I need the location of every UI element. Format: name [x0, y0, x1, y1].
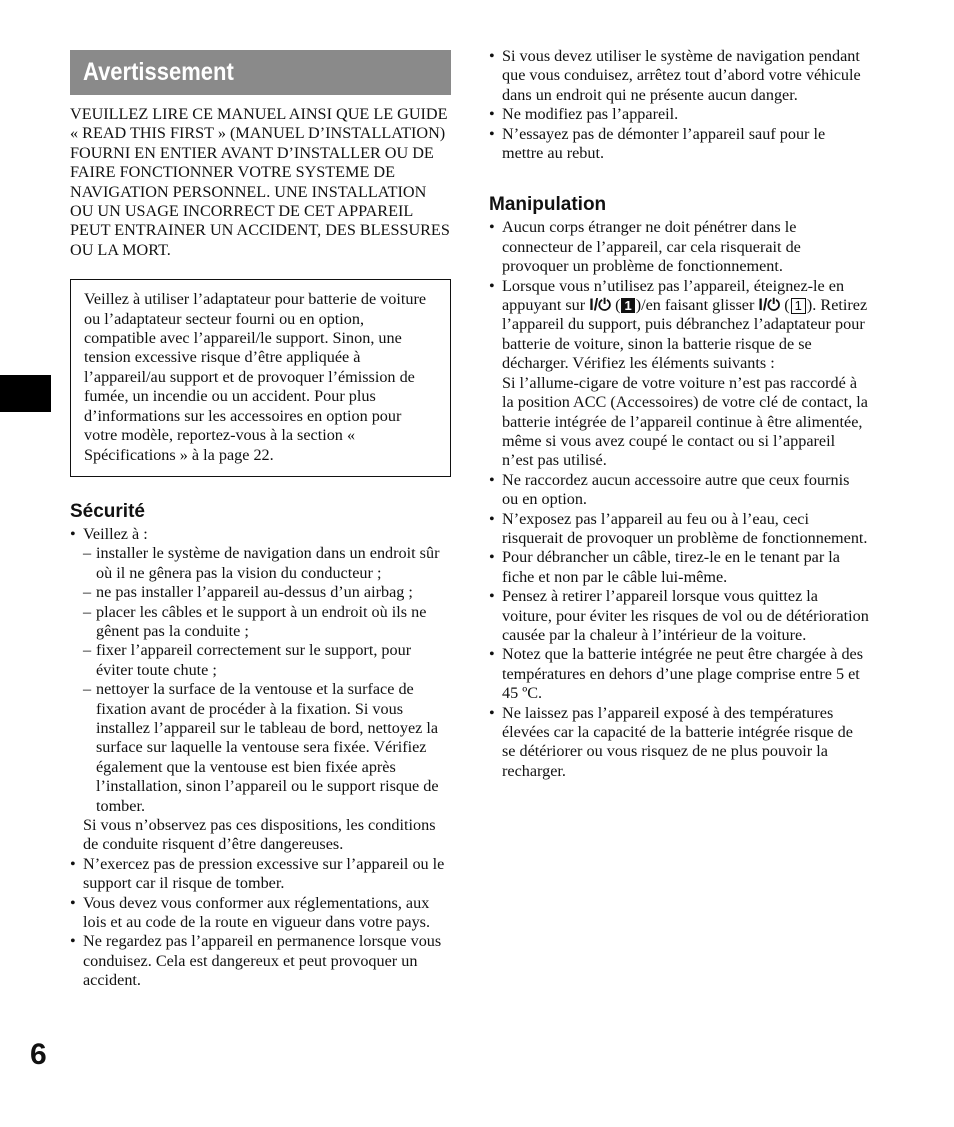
- manipulation-list: [489, 218, 869, 781]
- veillez-label: Veillez à :: [83, 524, 148, 543]
- list-item: • N’essayez pas de démonter l’appareil sauf pour le mettre au rebut.: [489, 125, 869, 164]
- callout-badge-filled: 1: [621, 298, 634, 313]
- list-item: • Ne laissez pas l’appareil exposé à des températures élevées car la capacité de la batterie intégrée risque de se détériorer ou vous risquez de ne plus pouvoir la recharger.: [489, 704, 869, 782]
- sub-item: – ne pas installer l’appareil au-dessus d’un airbag ;: [83, 583, 451, 602]
- list-item: • Pensez à retirer l’appareil lorsque vous quittez la voiture, pour éviter les risques de vol ou de détérioration causée par la chaleur à l’intérieur de la voiture.: [489, 587, 869, 645]
- continued-list: [489, 47, 869, 163]
- securite-heading: Sécurité: [70, 500, 145, 522]
- page-title: Avertissement: [83, 58, 234, 86]
- item-detail: Si l’allume-cigare de votre voiture n’est pas raccordé à la position ACC (Accessoires) de votre clé de contact, la batterie intégrée de l’appareil continue à être alimentée, même si vous avez coupé le contact ou si l’appareil n’est pas utilisé.: [502, 373, 868, 470]
- list-item: • Pour débrancher un câble, tirez-le en le tenant par la fiche et non par le câble lui-même.: [489, 548, 869, 587]
- right-column: [489, 47, 869, 781]
- sub-item: – nettoyer la surface de la ventouse et la surface de fixation avant de procéder à la fixation. Si vous installez l’appareil sur le tableau de bord, nettoyez la surface sur laquelle la ventouse sera fixée. Vérifiez également que la ventouse est bien fixée après l’installation, sinon l’appareil ou le support risque de tomber.: [83, 680, 451, 816]
- list-item: • Ne regardez pas l’appareil en permanence lorsque vous conduisez. Cela est dangereux et peut provoquer un accident.: [70, 932, 451, 990]
- list-item: • Ne modifiez pas l’appareil.: [489, 105, 869, 124]
- sub-item: – installer le système de navigation dans un endroit sûr où il ne gênera pas la vision du conducteur ;: [83, 544, 451, 583]
- list-item: • Ne raccordez aucun accessoire autre que ceux fournis ou en option.: [489, 471, 869, 510]
- section-title-bar: [70, 50, 451, 95]
- sub-item: – fixer l’appareil correctement sur le support, pour éviter toute chute ;: [83, 641, 451, 680]
- list-item: • Notez que la batterie intégrée ne peut être chargée à des températures en dehors d’une plage comprise entre 5 et 45 ºC.: [489, 645, 869, 703]
- veillez-conclusion: Si vous n’observez pas ces dispositions, les conditions de conduite risquent d’être dangereuses.: [83, 816, 436, 854]
- power-switch-icon: I/⏻: [589, 296, 612, 315]
- manipulation-heading: Manipulation: [489, 194, 607, 216]
- boxed-note: Veillez à utiliser l’adaptateur pour batterie de voiture ou l’adaptateur secteur fourni ou en option, compatible avec l’appareil/le support. Sinon, une tension excessive risque d’être appliquée à l’appareil/au support et de provoquer l’émission de fumée, un incendie ou un accident. Pour plus d’informations sur les accessoires en option pour votre modèle, reportez-vous à la section « Spécifications » à la page 22.: [70, 279, 451, 477]
- list-item: • N’exercez pas de pression excessive sur l’appareil ou le support car il risque de tomber.: [70, 855, 451, 894]
- list-item: • Aucun corps étranger ne doit pénétrer dans le connecteur de l’appareil, car cela risquerait de provoquer un problème de fonctionnement.: [489, 218, 869, 276]
- power-switch-icon: I/⏻: [758, 296, 781, 315]
- list-item: [70, 525, 451, 855]
- callout-badge-outline: 1: [791, 298, 806, 314]
- sub-item: – placer les câbles et le support à un endroit où ils ne gênent pas la conduite ;: [83, 603, 451, 642]
- securite-list: [70, 525, 451, 991]
- list-item: • Vous devez vous conformer aux réglementations, aux lois et au code de la route en vigueur dans votre pays.: [70, 894, 451, 933]
- list-item: • N’exposez pas l’appareil au feu ou à l’eau, ceci risquerait de provoquer un problème de fonctionnement.: [489, 510, 869, 549]
- page-number: 6: [30, 1038, 47, 1071]
- intro-warning: VEUILLEZ LIRE CE MANUEL AINSI QUE LE GUIDE « READ THIS FIRST » (MANUEL D’INSTALLATION) FOURNI EN ENTIER AVANT D’INSTALLER OU DE FAIRE FONCTIONNER VOTRE SYSTEME DE NAVIGATION PERSONNEL. UNE INSTALLATION OU UN USAGE INCORRECT DE CET APPAREIL PEUT ENTRAINER UN ACCIDENT, DES BLESSURES OU LA MORT.: [70, 105, 450, 259]
- veillez-sublist: [83, 544, 451, 816]
- list-item: • Si vous devez utiliser le système de navigation pendant que vous conduisez, arrêtez tout d’abord votre véhicule dans un endroit qui ne présente aucun danger.: [489, 47, 869, 105]
- left-column: [70, 50, 451, 991]
- section-tab-marker: [0, 375, 51, 412]
- list-item: • Lorsque vous n’utilisez pas l’appareil, éteignez-le en appuyant sur I/⏻ ( 1 )/en faisant glisser I/⏻ ( 1 ). Retirez l’appareil du support, puis débranchez l’adaptateur pour batterie de voiture, sinon la batterie risque de se décharger. Vérifiez les éléments suivants : Si l’allume-cigare de votre voiture n’est pas raccordé à la position ACC (Accessoires) de votre clé de contact, la batterie intégrée de l’appareil continue à être alimentée, même si vous avez coupé le contact ou si l’appareil n’est pas utilisé.: [489, 277, 869, 471]
